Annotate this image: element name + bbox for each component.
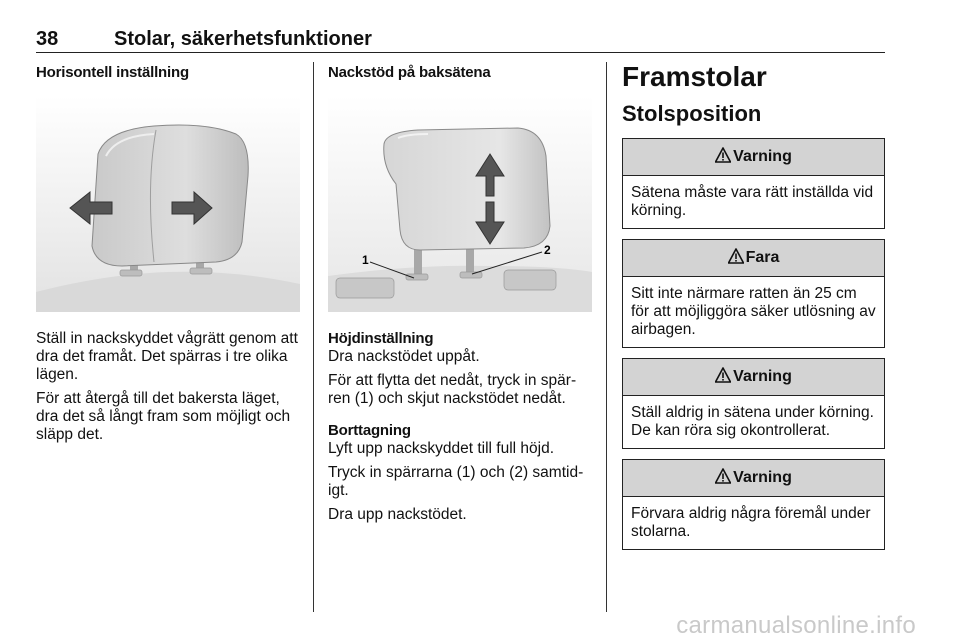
col2-sec1-paragraph-2: För att flytta det nedåt, tryck in spärren (1) och skjut nackstödet nedåt. <box>328 372 577 407</box>
col2-sec2-paragraph-1: Lyft upp nackskyddet till full höjd. <box>328 440 555 457</box>
danger-box-text: Sitt inte närmare ratten än 25 cm för att möjliggöra säker utlösning av airbagen. <box>631 285 876 338</box>
warning-box <box>622 138 885 229</box>
column-2 <box>328 64 592 530</box>
col1-paragraph-2: För att återgå till det bakersta läget, dra det så långt fram som möjligt och släpp det. <box>36 390 291 443</box>
warning-triangle-icon <box>715 147 731 163</box>
danger-box <box>622 239 885 348</box>
warning-box-header <box>623 359 884 396</box>
danger-box-header <box>623 240 884 277</box>
warning-box-text: Ställ aldrig in sätena under körning. De kan röra sig okontrollerat. <box>631 404 874 439</box>
warning-box-heading: Varning <box>733 368 792 385</box>
section-title: Framstolar <box>622 61 767 92</box>
warning-triangle-icon <box>715 468 731 484</box>
danger-box-heading: Fara <box>745 249 780 266</box>
headrest-horizontal-figure <box>36 96 300 312</box>
column-3 <box>622 60 885 560</box>
col2-sec1-paragraph-1: Dra nackstödet uppåt. <box>328 348 480 365</box>
subhead-height-adjust: Höjdinställning <box>328 330 434 347</box>
page-header-title: Stolar, säkerhetsfunktioner <box>114 28 372 50</box>
column-divider-1 <box>313 62 314 612</box>
warning-box-header <box>623 460 884 497</box>
warning-box-text: Förvara aldrig några föremål under stolarna. <box>631 505 871 540</box>
warning-box-header <box>623 139 884 176</box>
header-rule <box>36 52 885 53</box>
subhead-removal: Borttagning <box>328 422 411 439</box>
col2-sec2-paragraph-2: Tryck in spärrarna (1) och (2) samtidigt. <box>328 464 584 499</box>
warning-box <box>622 459 885 550</box>
watermark: carmanualsonline.info <box>676 612 916 639</box>
warning-box-heading: Varning <box>733 148 792 165</box>
subhead-rear-headrest: Nackstöd på baksätena <box>328 64 491 81</box>
warning-triangle-icon <box>715 367 731 383</box>
figure-label-1: 1 <box>362 253 369 267</box>
col2-sec2-paragraph-3: Dra upp nackstödet. <box>328 506 467 523</box>
page-number: 38 <box>36 28 59 50</box>
warning-box <box>622 358 885 449</box>
column-1 <box>36 64 300 450</box>
headrest-vertical-figure <box>328 96 592 312</box>
col1-paragraph-1: Ställ in nackskyddet vågrätt genom att dra det framåt. Det spärras i tre olika lägen. <box>36 330 298 383</box>
warning-box-heading: Varning <box>733 469 792 486</box>
section-subtitle: Stolsposition <box>622 101 762 126</box>
figure-label-2: 2 <box>544 243 551 257</box>
warning-triangle-icon <box>728 248 744 264</box>
subhead-horizontal-adjust: Horisontell inställning <box>36 64 189 81</box>
column-divider-2 <box>606 62 607 612</box>
warning-box-text: Sätena måste vara rätt inställda vid körning. <box>631 184 874 219</box>
